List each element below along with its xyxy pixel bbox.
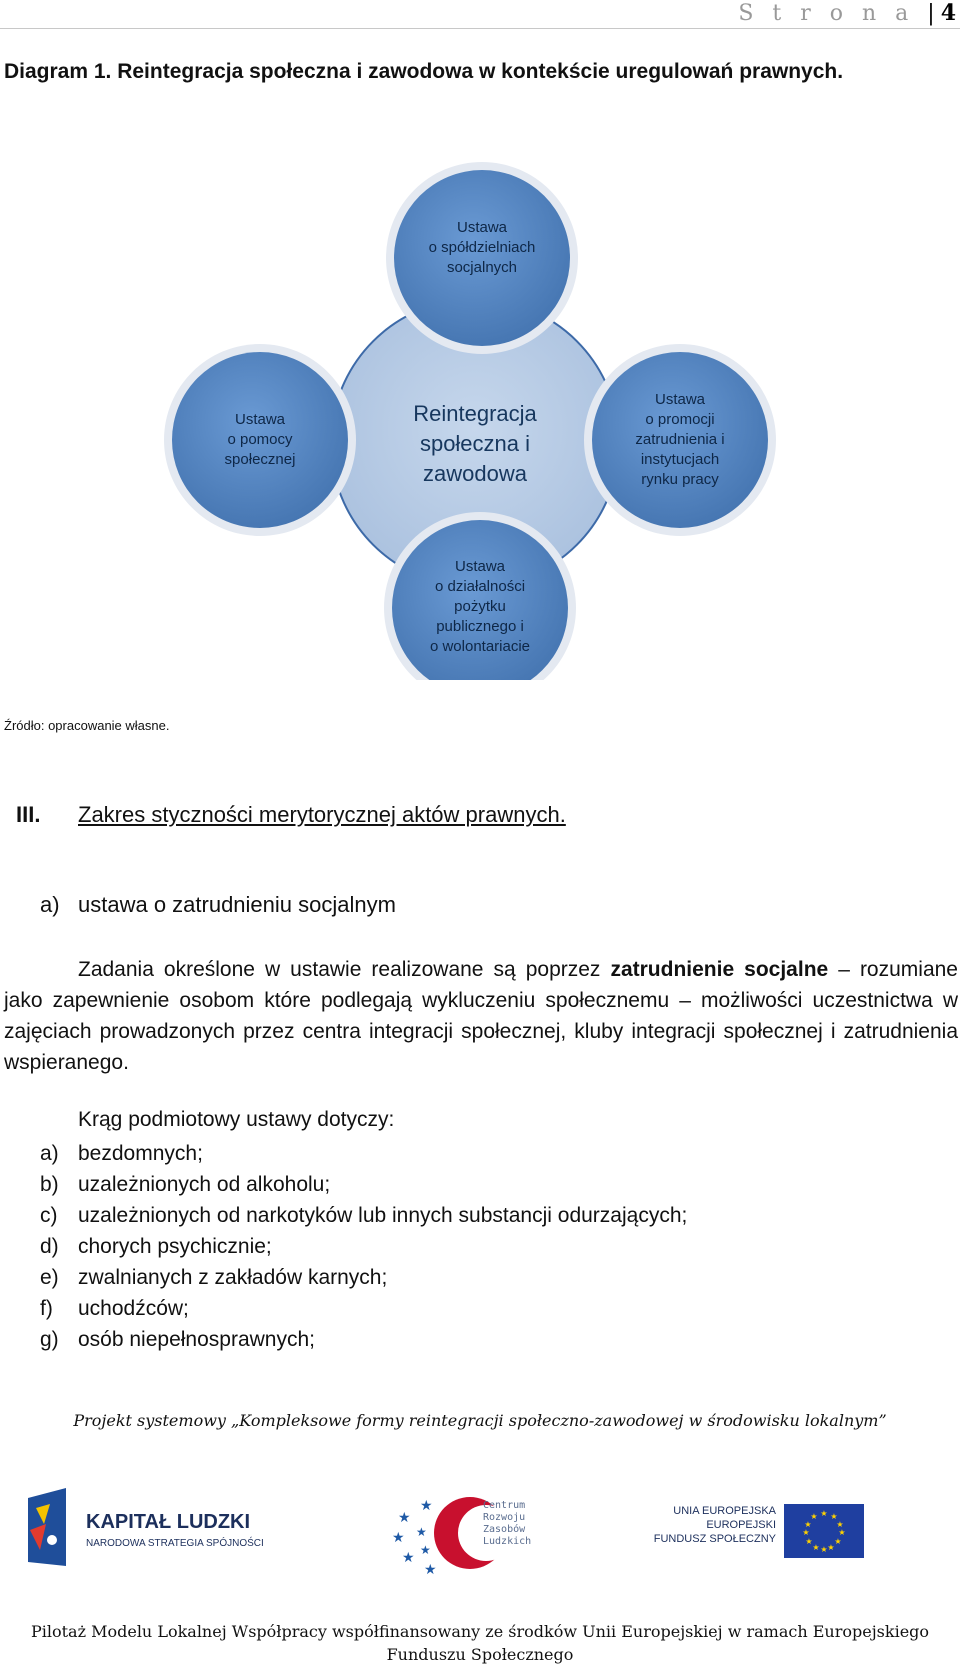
center-label-line: Reintegracja [413, 401, 537, 426]
list-item-text: zwalnianych z zakładów karnych; [78, 1266, 388, 1289]
subsection-title: ustawa o zatrudnieniu socjalnym [78, 892, 396, 917]
bottom-label-line: publicznego i [436, 618, 524, 635]
paragraph-bold: zatrudnienie socjalne [610, 958, 829, 981]
section-number: III. [16, 802, 41, 827]
subsection-label: a) [40, 892, 60, 917]
svg-text:★: ★ [420, 1498, 433, 1514]
right-label-line: o promocji [645, 411, 715, 428]
svg-text:UNIA EUROPEJSKAEUROPEJSKIFUNDU [654, 1505, 777, 1545]
satellite-top [386, 162, 578, 354]
center-label-line: społeczna i [419, 431, 531, 456]
bottom-label-line: o wolontariacie [429, 638, 531, 655]
top-label-line: socjalnych [446, 259, 518, 276]
page-number-value: 4 [940, 0, 956, 26]
kapital-ludzki-logo [28, 1488, 264, 1566]
svg-text:★: ★ [416, 1525, 427, 1539]
left-label-line: o pomocy [227, 431, 293, 448]
list-item-text: chorych psychicznie; [78, 1235, 272, 1258]
crzl-line: Ludzkich [483, 1536, 532, 1547]
bottom-label-line: o działalności [434, 578, 526, 595]
svg-text:★: ★ [424, 1562, 437, 1578]
svg-text:KAPITAŁ LUDZKI [86, 1511, 250, 1533]
svg-text:★: ★ [830, 1512, 838, 1521]
kapital-ludzki-name: KAPITAŁ LUDZKI [86, 1511, 251, 1533]
eu-efs-logo [654, 1504, 864, 1558]
paragraph-part1: Zadania określone w ustawie realizowane są poprzez [78, 958, 601, 981]
scope-intro: Krąg podmiotowy ustawy dotyczy: [78, 1108, 395, 1131]
list-item [40, 1293, 687, 1324]
footer [0, 1620, 960, 1666]
svg-text:★: ★ [834, 1537, 842, 1546]
list-item-text: uzależnionych od narkotyków lub innych substancji odurzających; [78, 1204, 688, 1227]
figure-source: Źródło: opracowanie własne. [4, 718, 170, 733]
left-label-line: społecznej [224, 451, 296, 468]
legal-framework-diagram [0, 160, 960, 680]
right-label-line: rynku pracy [641, 471, 719, 488]
right-label-line: zatrudnienia i [635, 431, 725, 448]
list-item-text: osób niepełnosprawnych; [78, 1328, 315, 1351]
footer-line1: Pilotaż Modelu Lokalnej Współpracy współfinansowany ze środków Unii Europejskiej w ramach Europejskiego [30, 1622, 930, 1641]
svg-text:★: ★ [827, 1543, 835, 1552]
page-number [738, 0, 956, 26]
svg-text:★: ★ [820, 1509, 828, 1518]
svg-text:★: ★ [402, 1550, 415, 1566]
svg-text:NARODOWA STRATEGIA SPÓJNOŚCI [86, 1536, 264, 1549]
left-label-line: Ustawa [234, 411, 286, 428]
svg-text:★: ★ [836, 1520, 844, 1529]
crzl-line: Zasobów [483, 1524, 526, 1535]
list-item-label: g) [40, 1328, 59, 1351]
svg-text:★: ★ [802, 1528, 810, 1537]
list-item-text: uzależnionych od alkoholu; [78, 1173, 331, 1196]
diagram-title: Diagram 1. Reintegracja społeczna i zawodowa w kontekście uregulowań prawnych. [4, 60, 844, 83]
eu-line: FUNDUSZ SPOŁECZNY [653, 1533, 776, 1545]
top-label-line: o spółdzielniach [428, 239, 536, 256]
list-item [40, 1138, 687, 1169]
paragraph-part2: – rozumiane jako zapewnienie osobom które podlegają wykluczeniu społecznemu – możliwości uczestnictwa w zajęciach prowadzonych przez centra integracji społecznej, kluby integracji społecznej i zatrudnienia wspieranego. [4, 958, 958, 1074]
scope-list [40, 1138, 687, 1355]
crzl-line: Centrum [483, 1500, 526, 1511]
svg-text:★: ★ [810, 1512, 818, 1521]
right-label-line: Ustawa [654, 391, 706, 408]
page-label: S t r o n a [738, 1, 915, 26]
list-item [40, 1324, 687, 1355]
right-label-line: instytucjach [640, 451, 720, 468]
footer-line2: Funduszu Społecznego [386, 1645, 574, 1664]
eu-line: UNIA EUROPEJSKA [673, 1505, 776, 1517]
footer-logos [0, 1478, 960, 1588]
list-item-label: a) [40, 1142, 59, 1165]
page-separator: | [927, 1, 935, 26]
list-item [40, 1231, 687, 1262]
list-item-text: uchodźców; [78, 1297, 189, 1320]
body-paragraph [4, 954, 958, 1078]
left-label [225, 411, 296, 468]
list-item [40, 1200, 687, 1231]
svg-text:★: ★ [812, 1543, 820, 1552]
svg-text:★: ★ [838, 1528, 846, 1537]
eu-line: EUROPEJSKI [706, 1519, 776, 1531]
kapital-ludzki-sub: NARODOWA STRATEGIA SPÓJNOŚCI [86, 1538, 264, 1549]
list-item-text: bezdomnych; [78, 1142, 203, 1165]
center-label-line: zawodowa [423, 461, 527, 486]
center-label [413, 401, 537, 486]
section-title: Zakres styczności merytorycznej aktów prawnych. [78, 802, 566, 827]
list-item-label: d) [40, 1235, 59, 1258]
crzl-logo [392, 1497, 531, 1578]
crzl-line: Rozwoju [483, 1512, 526, 1523]
svg-text:CentrumRozwojuZasobówLudzkich [483, 1500, 531, 1547]
top-label-line: Ustawa [456, 219, 508, 236]
svg-text:★: ★ [804, 1520, 812, 1529]
header-rule [0, 28, 960, 29]
list-item-label: e) [40, 1266, 59, 1289]
svg-text:★: ★ [820, 1545, 828, 1554]
svg-text:★: ★ [398, 1510, 411, 1526]
list-item-label: c) [40, 1204, 58, 1227]
list-item [40, 1262, 687, 1293]
bottom-label-line: Ustawa [454, 558, 506, 575]
svg-text:★: ★ [392, 1530, 405, 1546]
project-line: Projekt systemowy „Kompleksowe formy reintegracji społeczno-zawodowej w środowisku lokalnym” [73, 1411, 887, 1430]
list-item-label: f) [40, 1297, 53, 1320]
list-item-label: b) [40, 1173, 59, 1196]
list-item [40, 1169, 687, 1200]
svg-text:★: ★ [805, 1537, 813, 1546]
bottom-label-line: pożytku [454, 598, 506, 615]
svg-text:★: ★ [420, 1543, 431, 1557]
